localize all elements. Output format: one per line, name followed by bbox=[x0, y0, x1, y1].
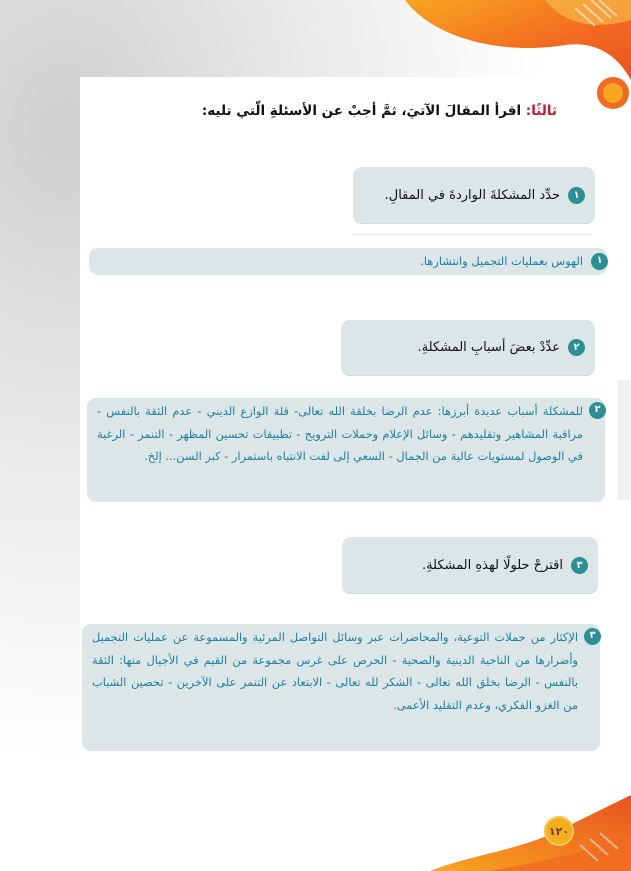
answer-number-2: ٢ bbox=[589, 402, 606, 419]
question-number-3: ٣ bbox=[571, 557, 588, 574]
question-number-1: ١ bbox=[568, 187, 585, 204]
divider bbox=[352, 234, 592, 235]
question-number-2: ٢ bbox=[568, 339, 585, 356]
heading-lead: ثالثًا: bbox=[521, 103, 557, 119]
heading-text: اقرأ المقالَ الآتيَ، ثمَّ أجبْ عن الأسئلةِ الّتي تليه: bbox=[201, 103, 522, 119]
side-strip bbox=[618, 380, 631, 500]
question-box-1 bbox=[353, 167, 595, 223]
answer-text-3: الإكثار من حملات التوعية، والمحاضرات عبر وسائل التواصل المرئية والمسموعة عن عمليات التجميل وأضرارها من الناحية الدينية والصحية - الحرص على غرس مجموعة من القيم في الأجيال منها: الثقة بالنفس - الرضا بخلق الله تعالى - الشكر لله تعالى - الابتعاد عن التنمر على الآخرين - تحصين الشباب من الغزو الفكري، وعدم التقليد الأعمى. bbox=[92, 630, 578, 712]
exercise-heading bbox=[202, 103, 557, 119]
decorative-orange-shape-top bbox=[395, 0, 631, 110]
question-box-3 bbox=[342, 537, 598, 593]
question-text-1: حدِّد المشكلةَ الواردةَ في المقالِ. bbox=[384, 187, 560, 203]
decorative-orange-shape-bottom bbox=[430, 795, 631, 871]
answer-number-3: ٣ bbox=[584, 628, 601, 645]
answer-box-2 bbox=[87, 398, 605, 502]
answer-box-1 bbox=[89, 248, 607, 275]
page-number: ١٢٠ bbox=[544, 816, 574, 846]
question-box-2 bbox=[341, 320, 595, 375]
answer-box-3 bbox=[82, 624, 600, 751]
answer-number-1: ١ bbox=[591, 253, 608, 270]
question-text-3: اقترحْ حلولًا لهذهِ المشكلةِ. bbox=[421, 557, 563, 573]
answer-text-1: الهوس بعمليات التجميل وانتشارها. bbox=[420, 254, 583, 268]
answer-text-2: للمشكلة أسباب عديدة أبرزها: عدم الرضا بخلقة الله تعالى- قلة الوازع الديني - عدم الثقة بالنفس - مراقبة المشاهير وتقليدهم - وسائل الإعلام وحملات الترويج - تطبيقات تحسين المظهر - التنمر - الرغبة في الوصول لمستويات عالية من الجمال - السعي إلى لفت الانتباه باستمرار - كبر السن... إلخ. bbox=[97, 404, 583, 463]
question-text-2: عدِّدْ بعضَ أسبابِ المشكلةِ. bbox=[417, 340, 560, 355]
